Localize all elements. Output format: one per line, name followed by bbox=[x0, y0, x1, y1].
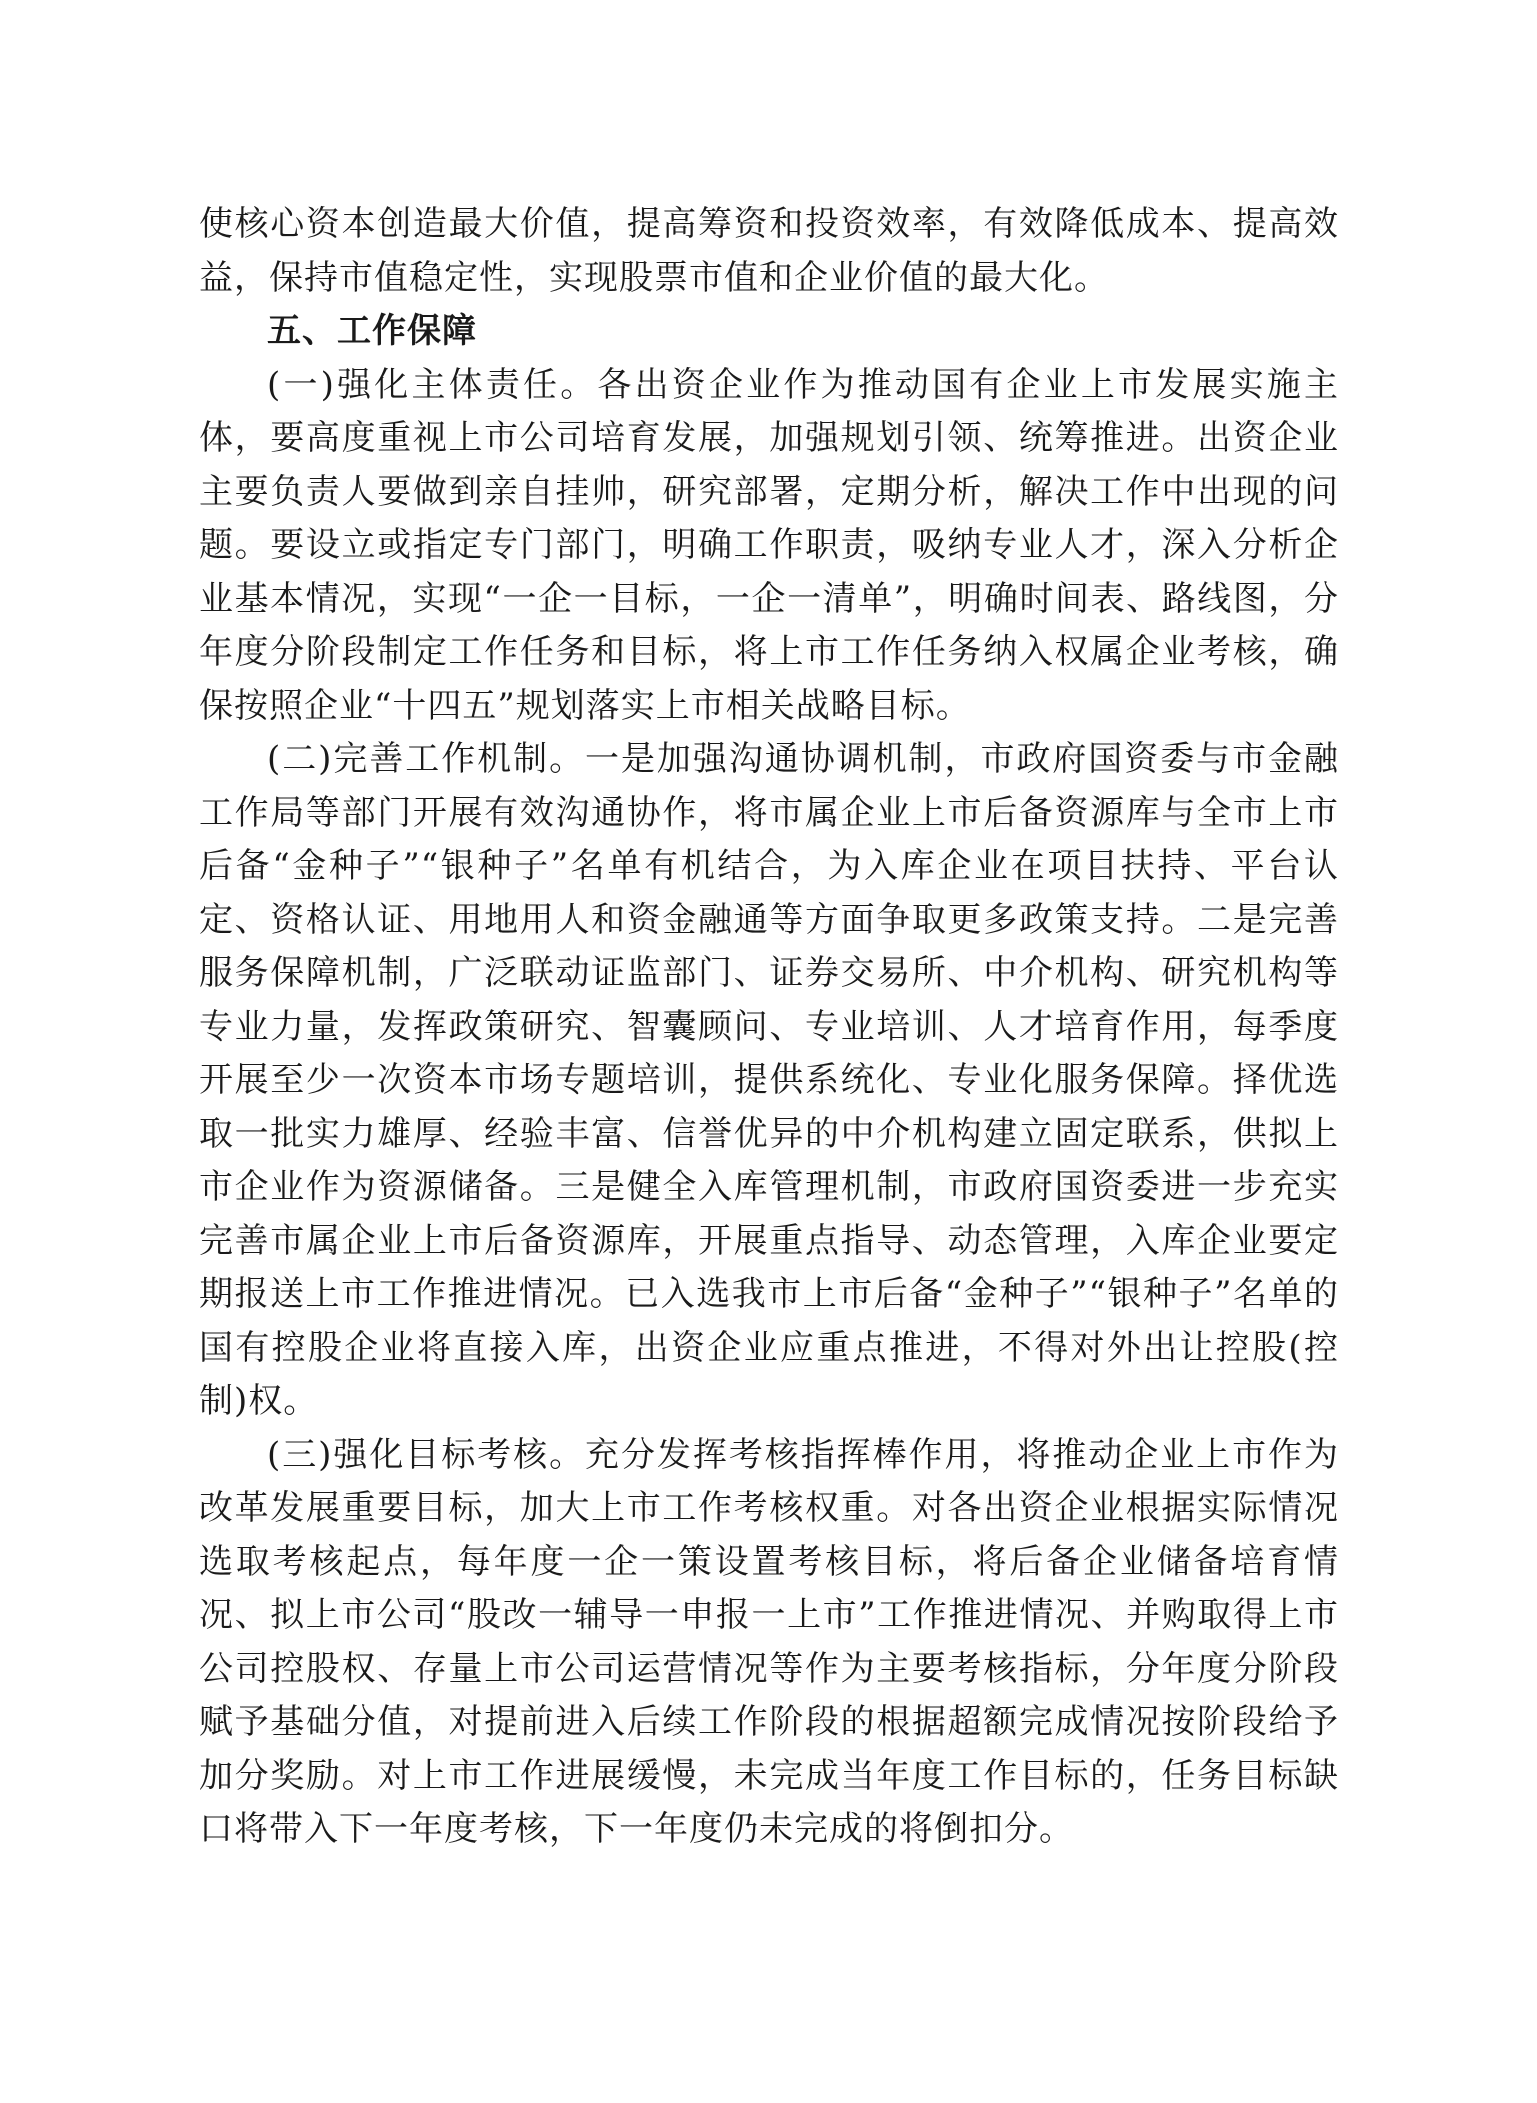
section-heading-work-guarantee: 五、工作保障 bbox=[267, 311, 477, 351]
document-body bbox=[199, 198, 1339, 1857]
paragraph-target-assessment: (三)强化目标考核。充分发挥考核指挥棒作用，将推动企业上市作为改革发展重要目标，加大上市工作考核权重。对各出资企业根据实际情况选取考核起点，每年度一企一策设置考核目标，将后备企业储备培育情况、拟上市公司“股改一辅导一申报一上市”工作推进情况、并购取得上市公司控股权、存量上市公司运营情况等作为主要考核指标，分年度分阶段赋予基础分值，对提前进入后续工作阶段的根据超额完成情况按阶段给予加分奖励。对上市工作进展缓慢，未完成当年度工作目标的，任务目标缺口将带入下一年度考核，下一年度仍未完成的将倒扣分。 bbox=[199, 1434, 1339, 1849]
continuation-paragraph: 使核心资本创造最大价值，提高筹资和投资效率，有效降低成本、提高效益，保持市值稳定性，实现股票市值和企业价值的最大化。 bbox=[199, 204, 1339, 298]
paragraph-main-responsibility: (一)强化主体责任。各出资企业作为推动国有企业上市发展实施主体，要高度重视上市公司培育发展，加强规划引领、统筹推进。出资企业主要负责人要做到亲自挂帅，研究部署，定期分析，解决工作中出现的问题。要设立或指定专门部门，明确工作职责，吸纳专业人才，深入分析企业基本情况，实现“一企一目标，一企一清单”，明确时间表、路线图，分年度分阶段制定工作任务和目标，将上市工作任务纳入权属企业考核，确保按照企业“十四五”规划落实上市相关战略目标。 bbox=[199, 364, 1339, 726]
paragraph-work-mechanism: (二)完善工作机制。一是加强沟通协调机制，市政府国资委与市金融工作局等部门开展有效沟通协作，将市属企业上市后备资源库与全市上市后备“金种子”“银种子”名单有机结合，为入库企业在项目扶持、平台认定、资格认证、用地用人和资金融通等方面争取更多政策支持。二是完善服务保障机制，广泛联动证监部门、证券交易所、中介机构、研究机构等专业力量，发挥政策研究、智囊顾问、专业培训、人才培育作用，每季度开展至少一次资本市场专题培训，提供系统化、专业化服务保障。择优选取一批实力雄厚、经验丰富、信誉优异的中介机构建立固定联系，供拟上市企业作为资源储备。三是健全入库管理机制，市政府国资委进一步充实完善市属企业上市后备资源库，开展重点指导、动态管理，入库企业要定期报送上市工作推进情况。已入选我市上市后备“金种子”“银种子”名单的国有控股企业将直接入库，出资企业应重点推进，不得对外出让控股(控制)权。 bbox=[199, 739, 1339, 1421]
